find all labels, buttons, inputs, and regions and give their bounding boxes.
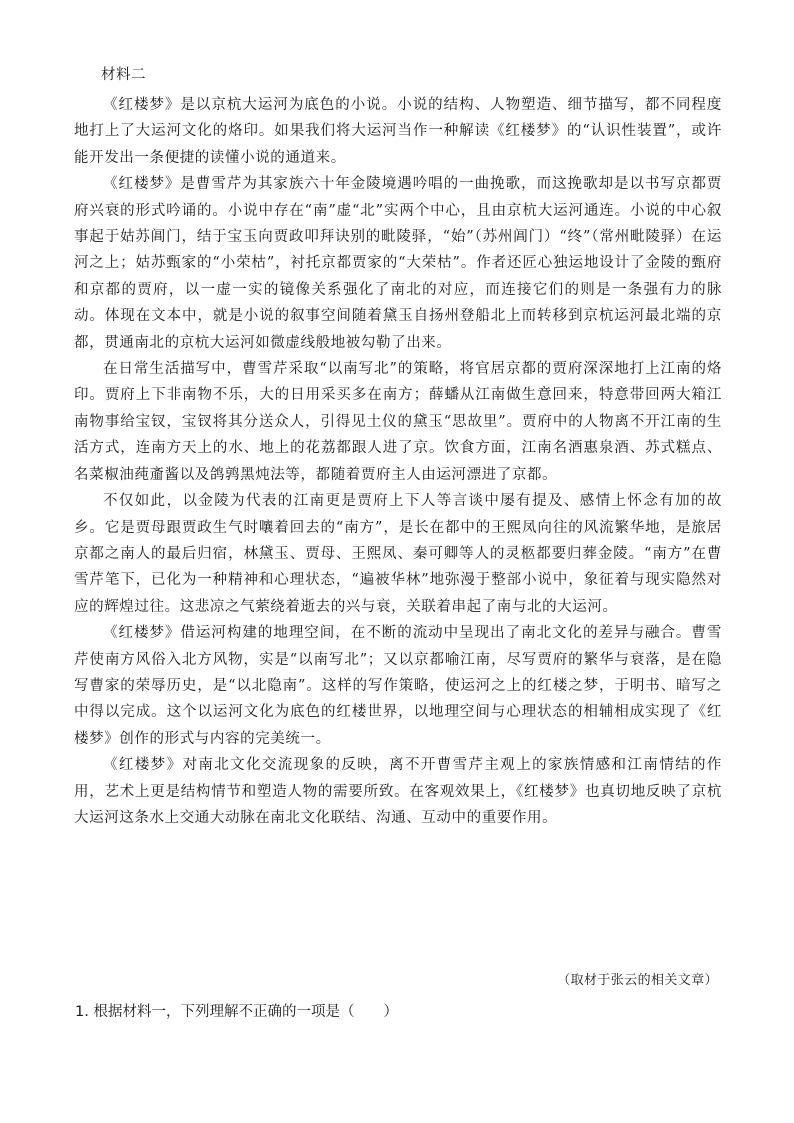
paragraph-1: 《红楼梦》是以京杭大运河为底色的小说。小说的结构、人物塑造、细节描写，都不同程度地打上了大运河文化的烙印。如果我们将大运河当作一种解读《红楼梦》的“认识性装置”，或许能开发出一条便捷的读懂小说的通道来。: [74, 97, 722, 166]
source-citation: （取材于张云的相关文章）: [557, 973, 718, 988]
material-heading: 材料二: [101, 67, 146, 83]
paragraph-2: 《红楼梦》是曹雪芹为其家族六十年金陵境遇吟唱的一曲挽歌，而这挽歌却是以书写京都贾府兴衰的形式吟诵的。小说中存在“南”虚“北”实两个中心，且由京杭大运河通连。小说的中心叙事起于姑苏阊门，结于宝玉向贾政叩拜诀别的毗陵驿，“始”（苏州阊门）“终”（常州毗陵驿）在运河之上；姑苏甄家的“小荣枯”，衬托京都贾家的“大荣枯”。作者还匠心独运地设计了金陵的甄府和京都的贾府，以一虚一实的镜像关系强化了南北的对应，而连接它们的则是一条强有力的脉动。体现在文本中，就是小说的叙事空间随着黛玉自扬州登船北上而转移到京杭运河最北端的京都，贯通南北的京杭大运河如微虚线般地被勾勒了出来。: [74, 176, 722, 351]
paragraph-6: 《红楼梦》对南北文化交流现象的反映，离不开曹雪芹主观上的家族情感和江南情结的作用，艺术上更是结构情节和塑造人物的需要所致。在客观效果上，《红楼梦》也真切地反映了京杭大运河这条水上交通大动脉在南北文化联结、沟通、互动中的重要作用。: [74, 757, 722, 826]
article-body: [74, 92, 722, 831]
question-1: 1. 根据材料一，下列理解不正确的一项是（ ）: [75, 1004, 398, 1020]
paragraph-5: 《红楼梦》借运河构建的地理空间，在不断的流动中呈现出了南北文化的差异与融合。曹雪芹使南方风俗入北方风物，实是“以南写北”；又以京都喻江南，尽写贾府的繁华与衰落，是在隐写曹家的荣辱历史，是“以北隐南”。这样的写作策略，使运河之上的红楼之梦，于明书、暗写之中得以完成。这个以运河文化为底色的红楼世界，以地理空间与心理状态的相辅相成实现了《红楼梦》创作的形式与内容的完美统一。: [74, 625, 722, 747]
paragraph-3: 在日常生活描写中，曹雪芹采取“以南写北”的策略，将官居京都的贾府深深地打上江南的烙印。贾府上下非南物不乐，大的日用采买多在南方；薛蟠从江南做生意回来，特意带回两大箱江南物事给宝钗，宝钗将其分送众人，引得见土仪的黛玉“思故里”。贾府中的人物离不开江南的生活方式，连南方天上的水、地上的花荔都跟人进了京。饮食方面，江南名酒惠泉酒、苏式糕点、名菜椒油莼齑酱以及鸽鹑黑炖法等，都随着贾府主人由运河漂进了京都。: [74, 361, 722, 483]
paragraph-4: 不仅如此，以金陵为代表的江南更是贾府上下人等言谈中屡有提及、感情上怀念有加的故乡。它是贾母跟贾政生气时嚷着回去的“南方”，是长在都中的王熙凤向往的风流繁华地，是旅居京都之南人的最后归宿，林黛玉、贾母、王熙凤、秦可卿等人的灵柩都要归葬金陵。“南方”在曹雪芹笔下，已化为一种精神和心理状态，“遍被华林”地弥漫于整部小说中，象征着与现实隐然对应的辉煌过往。这悲凉之气萦绕着逝去的兴与衰，关联着串起了南与北的大运河。: [74, 493, 722, 615]
